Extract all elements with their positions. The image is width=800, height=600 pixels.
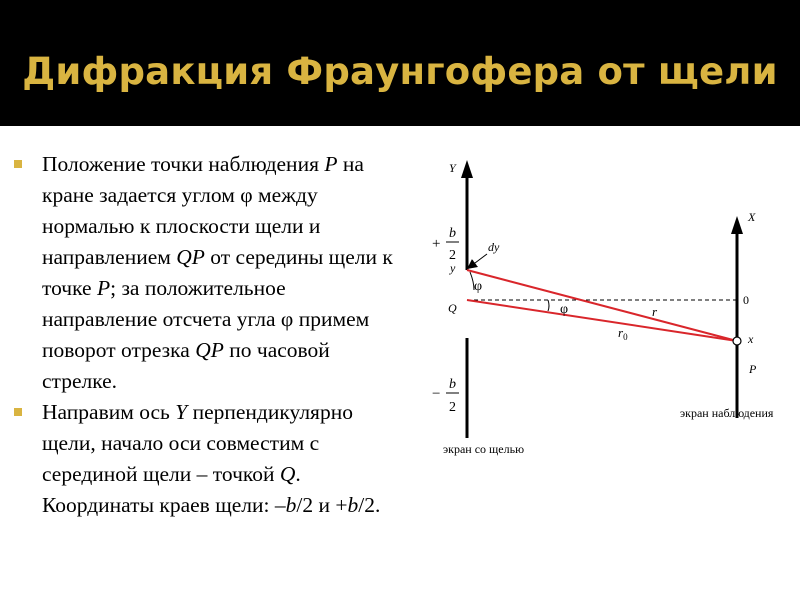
dy-arrow [471, 254, 487, 266]
bullet-2-part-1: Y [175, 400, 188, 424]
r0-label: $r_0$ [618, 325, 628, 342]
point-p-marker [733, 337, 741, 345]
q-label: Q [448, 301, 457, 315]
slide-title: Дифракция Фраунгофера от щели [22, 50, 778, 93]
slit-screen-caption: экран со щелью [443, 442, 525, 456]
b-top: b [449, 226, 456, 241]
b-bottom: b [449, 377, 456, 392]
minus-sign: − [432, 386, 441, 402]
x-axis-arrowhead [731, 216, 743, 234]
bullet-1-part-0: Положение точки наблюдения [42, 152, 325, 176]
bullet-2-part-2: перпендикулярно щели, начало оси совместим с серединой щели – точкой [42, 400, 353, 486]
phi-left-label: φ [474, 279, 483, 294]
bullet-2-part-0: Направим ось [42, 400, 176, 424]
zero-label: 0 [743, 293, 749, 307]
bullet-1-part-2: на кране задается углом φ между нормалью к плоскости щели и направлением [42, 152, 364, 269]
y-axis-arrowhead [461, 160, 473, 178]
bullet-2-part-6: /2 и + [296, 493, 348, 517]
axis-x-label: X [748, 210, 756, 224]
bullet-1-part-8: по часовой стрелке. [42, 338, 330, 393]
point-p-label: P [749, 362, 757, 376]
bullet-1 [14, 149, 406, 397]
bullet-1-part-1: P [324, 152, 338, 176]
bullet-marker [14, 160, 22, 168]
dy-label: dy [488, 240, 500, 254]
bullet-1-part-5: P [96, 276, 111, 300]
x-coordinate-label: x [748, 332, 754, 346]
bullet-1-part-6: ; за положительное направление отсчета угла φ примем поворот отрезка [42, 276, 370, 362]
fraunhofer-diagram [420, 150, 800, 470]
bullet-marker [14, 408, 22, 416]
bullet-1-part-3: QP [176, 245, 205, 269]
r-label: r [652, 304, 658, 319]
plus-sign: + [432, 236, 441, 252]
observation-screen-caption: экран наблюдения [680, 406, 774, 420]
axis-y-label: Y [449, 161, 456, 175]
y-coordinate-label: y [450, 261, 456, 275]
two-bottom: 2 [449, 400, 456, 415]
bullet-2-part-3: Q [279, 462, 296, 486]
bullet-2-part-5: b [285, 493, 297, 517]
phi-arc-right [548, 300, 549, 311]
bullet-list [14, 149, 406, 521]
bullet-2-part-8: /2. [358, 493, 381, 517]
phi-right-label: φ [560, 302, 569, 317]
bullet-2 [14, 397, 406, 521]
bullet-2-part-4: . Координаты краев щели: – [42, 462, 301, 517]
bullet-1-part-7: QP [195, 338, 224, 362]
bullet-2-part-7: b [347, 493, 359, 517]
bullet-1-part-4: от середины щели к точке [42, 245, 393, 300]
two-top: 2 [449, 248, 456, 263]
